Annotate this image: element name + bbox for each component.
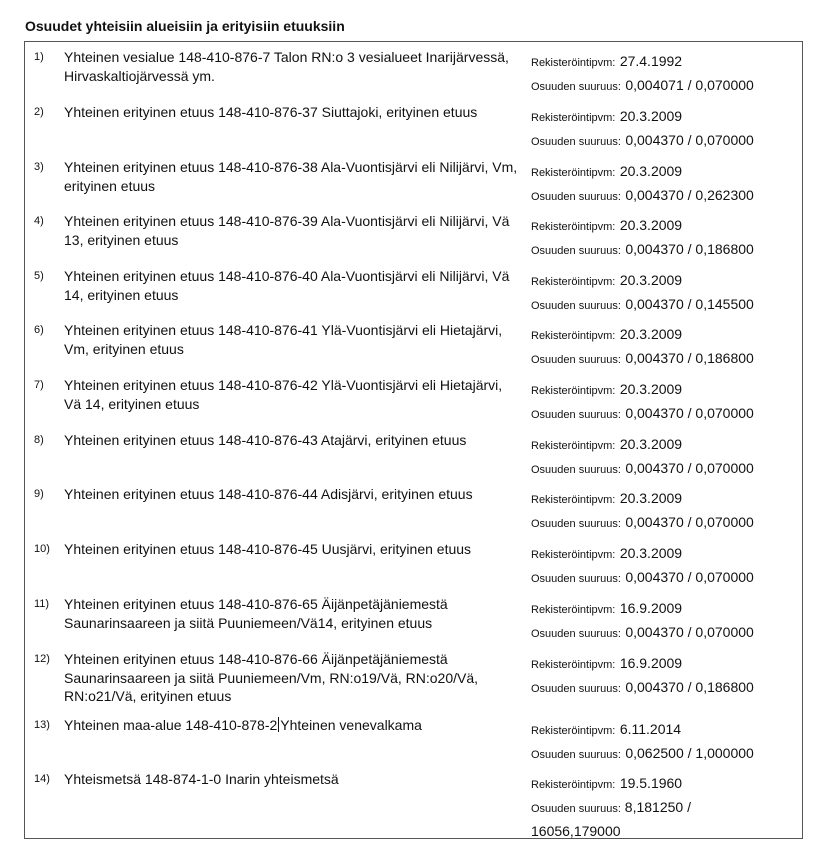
registration-date-value: 20.3.2009	[619, 545, 683, 561]
registration-date-label: Rekisteröintipvm:	[531, 549, 616, 561]
entry-description-part: Yhteinen maa-alue 148-410-878-2	[64, 717, 278, 733]
entry-number: 13)	[34, 719, 50, 731]
registration-date-label: Rekisteröintipvm:	[531, 385, 616, 397]
share-size-value: 0,004370 / 0,262300	[625, 187, 754, 203]
registration-date-value: 27.4.1992	[619, 53, 683, 69]
entry-description: Yhteinen erityinen etuus 148-410-876-39 Ala-Vuontisjärvi eli Nilijärvi, Vä 13, erityinen etuus	[64, 213, 510, 248]
shares-table	[24, 41, 803, 839]
registration-date-label: Rekisteröintipvm:	[531, 604, 616, 616]
entry-description: Yhteinen erityinen etuus 148-410-876-65 Äijänpetäjäniemestä Saunarinsaareen ja siitä Puuniemeen/Vä14, erityinen etuus	[64, 596, 448, 631]
entry-meta	[531, 105, 793, 153]
registration-date-label: Rekisteröintipvm:	[531, 440, 616, 452]
entry-description	[64, 716, 522, 735]
entry-description: Yhteinen erityinen etuus 148-410-876-42 Ylä-Vuontisjärvi eli Hietajärvi, Vä 14, erityinen etuus	[64, 377, 503, 412]
registration-date-value: 20.3.2009	[619, 326, 683, 342]
share-size-label: Osuuden suuruus:	[531, 191, 621, 203]
entry-meta	[531, 542, 793, 590]
entry-description: Yhteinen erityinen etuus 148-410-876-38 Ala-Vuontisjärvi eli Nilijärvi, Vm, erityinen etuus	[64, 159, 518, 194]
entry-meta	[531, 160, 793, 208]
entry-number: 6)	[34, 324, 44, 336]
entry-meta	[531, 214, 793, 262]
registration-date-label: Rekisteröintipvm:	[531, 659, 616, 671]
share-size-value: 0,062500 / 1,000000	[625, 745, 754, 761]
share-size-label: Osuuden suuruus:	[531, 136, 621, 148]
entry-number: 5)	[34, 270, 44, 282]
entry-meta	[531, 652, 793, 700]
share-size-value: 0,004370 / 0,070000	[625, 460, 754, 476]
entry-meta	[531, 378, 793, 426]
entry-number: 14)	[34, 773, 50, 785]
share-size-value: 0,004370 / 0,186800	[625, 350, 754, 366]
share-size-label: Osuuden suuruus:	[531, 300, 621, 312]
entry-description-part: Yhteinen venevalkama	[280, 717, 422, 733]
registration-date-value: 20.3.2009	[619, 108, 683, 124]
entry-number: 9)	[34, 488, 44, 500]
share-size-label: Osuuden suuruus:	[531, 354, 621, 366]
entry-meta	[531, 433, 793, 481]
registration-date-value: 16.9.2009	[619, 600, 683, 616]
entry-number: 10)	[34, 543, 50, 555]
entry-meta	[531, 718, 793, 766]
entry-meta	[531, 269, 793, 317]
entry-description: Yhteinen erityinen etuus 148-410-876-66 Äijänpetäjäniemestä Saunarinsaareen ja siitä Puuniemeen/Vm, RN:o19/Vä, RN:o20/Vä, RN:o21/Vä, erityinen etuus	[64, 651, 479, 704]
share-size-label: Osuuden suuruus:	[531, 628, 621, 640]
section-title: Osuudet yhteisiin alueisiin ja erityisiin etuuksiin	[25, 18, 345, 34]
entry-description: Yhteinen vesialue 148-410-876-7 Talon RN:o 3 vesialueet Inarijärvessä, Hirvaskaltiojärvessä ym.	[64, 49, 509, 84]
share-size-value: 0,004071 / 0,070000	[625, 77, 754, 93]
share-size-value: 0,004370 / 0,070000	[625, 405, 754, 421]
registration-date-label: Rekisteröintipvm:	[531, 276, 616, 288]
entry-description: Yhteinen erityinen etuus 148-410-876-41 Ylä-Vuontisjärvi eli Hietajärvi, Vm, erityinen etuus	[64, 322, 503, 357]
entry-description: Yhteinen erityinen etuus 148-410-876-45 Uusjärvi, erityinen etuus	[64, 541, 472, 557]
registration-date-value: 20.3.2009	[619, 272, 683, 288]
entry-number: 1)	[34, 51, 44, 63]
share-size-label: Osuuden suuruus:	[531, 464, 621, 476]
share-size-label: Osuuden suuruus:	[531, 409, 621, 421]
share-size-value: 0,004370 / 0,070000	[625, 569, 754, 585]
registration-date-label: Rekisteröintipvm:	[531, 167, 616, 179]
share-size-label: Osuuden suuruus:	[531, 245, 621, 257]
share-size-label: Osuuden suuruus:	[531, 573, 621, 585]
registration-date-value: 19.5.1960	[619, 775, 683, 791]
entry-description: Yhteismetsä 148-874-1-0 Inarin yhteismetsä	[64, 771, 339, 787]
entry-description: Yhteinen erityinen etuus 148-410-876-40 Ala-Vuontisjärvi eli Nilijärvi, Vä 14, erityinen etuus	[64, 268, 510, 303]
registration-date-label: Rekisteröintipvm:	[531, 112, 616, 124]
registration-date-value: 20.3.2009	[619, 490, 683, 506]
registration-date-value: 20.3.2009	[619, 381, 683, 397]
registration-date-label: Rekisteröintipvm:	[531, 221, 616, 233]
share-size-value: 0,004370 / 0,145500	[625, 296, 754, 312]
share-size-label: Osuuden suuruus:	[531, 81, 621, 93]
registration-date-value: 16.9.2009	[619, 655, 683, 671]
entry-number: 3)	[34, 161, 44, 173]
registration-date-value: 6.11.2014	[619, 721, 682, 737]
registration-date-label: Rekisteröintipvm:	[531, 57, 616, 69]
share-size-label: Osuuden suuruus:	[531, 518, 621, 530]
registration-date-value: 20.3.2009	[619, 217, 683, 233]
registration-date-label: Rekisteröintipvm:	[531, 779, 616, 791]
entry-number: 12)	[34, 653, 50, 665]
share-size-value: 0,004370 / 0,070000	[625, 132, 754, 148]
entry-number: 7)	[34, 379, 44, 391]
share-size-value: 8,181250 / 16056,179000	[531, 799, 691, 839]
entry-meta	[531, 50, 793, 98]
share-size-label: Osuuden suuruus:	[531, 749, 621, 761]
share-size-value: 0,004370 / 0,186800	[625, 241, 754, 257]
entry-description: Yhteinen erityinen etuus 148-410-876-44 Adisjärvi, erityinen etuus	[64, 486, 473, 502]
share-size-label: Osuuden suuruus:	[531, 803, 621, 815]
entry-number: 2)	[34, 106, 44, 118]
entry-meta	[531, 323, 793, 371]
entry-number: 11)	[34, 598, 50, 610]
entry-description: Yhteinen erityinen etuus 148-410-876-37 Siuttajoki, erityinen etuus	[64, 104, 478, 120]
entry-number: 4)	[34, 215, 44, 227]
registration-date-value: 20.3.2009	[619, 436, 683, 452]
entry-meta	[531, 487, 793, 535]
entry-description: Yhteinen erityinen etuus 148-410-876-43 Atajärvi, erityinen etuus	[64, 432, 467, 448]
registration-date-value: 20.3.2009	[619, 163, 683, 179]
entry-meta	[531, 772, 793, 842]
registration-date-label: Rekisteröintipvm:	[531, 494, 616, 506]
registration-date-label: Rekisteröintipvm:	[531, 725, 616, 737]
registration-date-label: Rekisteröintipvm:	[531, 330, 616, 342]
share-size-value: 0,004370 / 0,070000	[625, 514, 754, 530]
entry-meta	[531, 597, 793, 645]
share-size-value: 0,004370 / 0,186800	[625, 679, 754, 695]
entry-number: 8)	[34, 434, 44, 446]
share-size-value: 0,004370 / 0,070000	[625, 624, 754, 640]
share-size-label: Osuuden suuruus:	[531, 683, 621, 695]
